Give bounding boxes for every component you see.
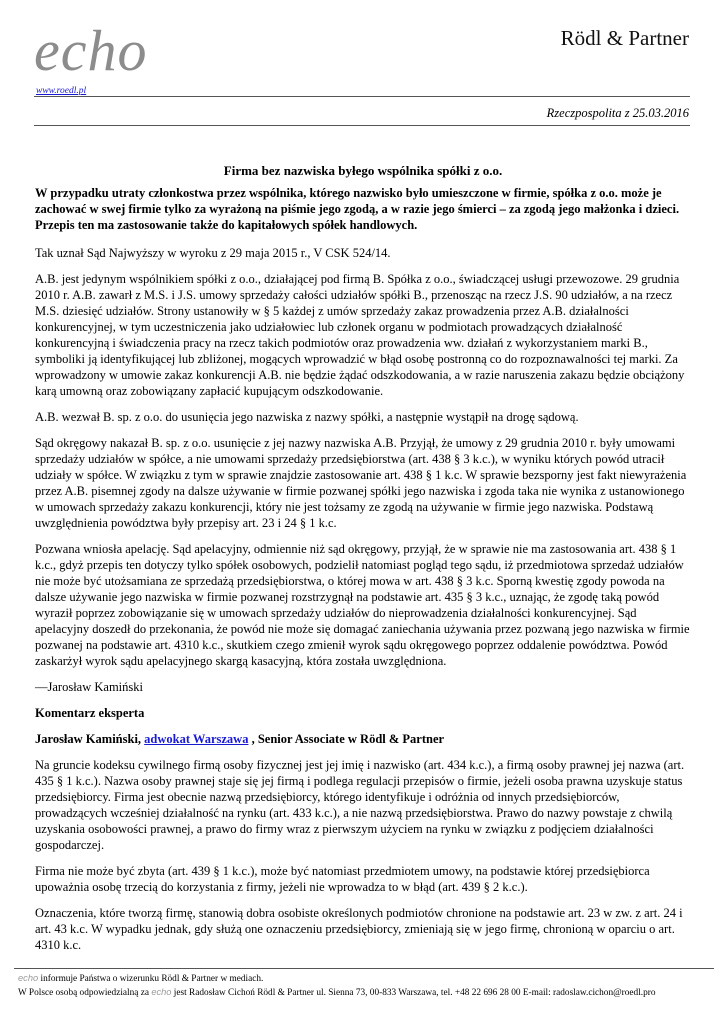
- footer-divider: [14, 968, 714, 969]
- paragraph: Firma nie może być zbyta (art. 439 § 1 k.c.), może być natomiast przedmiotem umowy, na podstawie której przedsiębiorca upoważnia osobę trzecią do korzystania z firmy, jeżeli nie wprowadza to w błąd (art. 439 § 2 k.c.).: [35, 864, 650, 894]
- publication-source: Rzeczpospolita z 25.03.2016: [546, 106, 689, 120]
- comment-heading: Komentarz eksperta: [35, 706, 145, 720]
- expert-link[interactable]: adwokat Warszawa: [144, 732, 249, 746]
- footer-contact: jest Radosław Cichoń Rödl & Partner ul. Sienna 73, 00-833 Warszawa, tel. +48 22 696 28 00 E-mail: radoslaw.cichon@roedl.pro: [171, 988, 656, 998]
- article-title: Firma bez nazwiska byłego wspólnika spółki z o.o.: [223, 163, 503, 178]
- expert-role: , Senior Associate w Rödl & Partner: [251, 732, 445, 746]
- expert-line: [35, 731, 691, 747]
- paragraph: A.B. wezwał B. sp. z o.o. do usunięcia jego nazwiska z nazwy spółki, a następnie wystąpił na drogę sądową.: [35, 410, 579, 424]
- paragraph: Na gruncie kodeksu cywilnego firmą osoby fizycznej jest jej imię i nazwisko (art. 434 k.c.), a firmą osoby prawnej jej nazwa (art. 435 § 1 k.c.). Nazwa osoby prawnej staje się jej firmą i podlega regulacji przepisów o firmie, jeżeli osoba prawna uzyskuje status przedsiębiorcy. Firma jest obecnie nazwą przedsiębiorcy, którego identyfikuje i odróżnia od innych przedsiębiorców, prowadzących wcześniej działalność na rynku (art. 433 k.c.), a nie nazwą przedsiębiorstwa. Prawo do nazwy powstaje z chwilą uzyskania osobowości prawnej, a prawo do firmy wraz z pierwszym użyciem na rynku w związku z podjęciem działalności gospodarczej.: [35, 758, 685, 852]
- article-lead: W przypadku utraty członkostwa przez wspólnika, którego nazwisko było umieszczone w firmie, spółka z o.o. może je zachować w swej firmie tylko za wyrażoną na piśmie jego zgodą, a w razie jego śmierci – za zgodą jego małżonka i dzieci. Przepis ten ma zastosowanie także do kapitałowych spółek handlowych.: [35, 186, 680, 232]
- paragraph: A.B. jest jedynym wspólnikiem spółki z o.o., działającej pod firmą B. Spółka z o.o., świadczącej usługi przewozowe. 29 grudnia 2010 r. A.B. zawarł z M.S. i J.S. umowy sprzedaży całości udziałów spółki B., przenosząc na rzecz J.S. 90 udziałów, a na rzecz M.S. dziesięć udziałów. Strony ustanowiły w § 5 każdej z umów sprzedaży zakaz prowadzenia przez A.B. działalności konkurencyjnej, w tym uczestniczenia jako udziałowiec lub członek organu w podmiotach prowadzących działalność konkurencyjną i świadczenia pracy na rzecz takich podmiotów oraz prowadzenia ww. działań z wykorzystaniem marki B., symboliki ją identyfikującej lub zbliżonej, mogących wprowadzić w błąd osobę postronną co do rozpoznawalności tej marki. Za wprowadzony w umowie zakaz konkurencji A.B. nie będzie żądać odszkodowania, a w razie naruszenia zakazu będzie obciążony karą umowną oraz zobowiązany zapłacić kupującym odszkodowanie.: [35, 272, 685, 398]
- paragraph: Sąd okręgowy nakazał B. sp. z o.o. usunięcie z jej nazwy nazwiska A.B. Przyjął, że umowy z 29 grudnia 2010 r. były umowami sprzedaży udziałów w spółce, a nie umowami sprzedaży przedsiębiorstwa (art. 438 § 3 k.c.), w wyniku których powód utracił udziały w spółce. W związku z tym w sprawie znajdzie zastosowanie art. 438 § 1 k.c. W sprawie bezsporny jest fakt niewyrażenia przez A.B. pisemnej zgody na dalsze używanie w firmie pozwanej spółki jego nazwiska i zgoda taka nie wynika z ustanowionego w umowach sprzedaży zakazu konkurencji, który nie jest tożsamy ze zgodą na używanie w firmie jego nazwiska. Podstawą uwzględnienia powództwa były przepisy art. 23 i 24 § 1 k.c.: [35, 436, 687, 530]
- paragraph: Pozwana wniosła apelację. Sąd apelacyjny, odmiennie niż sąd okręgowy, przyjął, że w sprawie nie ma zastosowania art. 438 § 1 k.c., gdyż przepis ten dotyczy tylko spółek osobowych, podzielił natomiast pogląd tego sądu, iż przedmiotowa sprzedaż udziałów nie może być utożsamiana ze sprzedażą przedsiębiorstwa, o której mowa w art. 438 § 3 k.c. Sporną kwestię zgody powoda na dalsze używanie jego nazwiska w firmie pozwanej rozstrzygnął na podstawie art. 435 § 3 k.c., uznając, że zgodę taką powód wyraził poprzez zobowiązanie się w umowach sprzedaży udziałów do nieprowadzenia działalności konkurencyjnej. Sąd apelacyjny doszedł do przekonania, że powód nie może się domagać zaniechania używania przez pozwaną jego nazwiska w firmie pozwanej na podstawie art. 4310 k.c., skutkiem czego zmienił wyrok sądu okręgowego poprzez oddalenie powództwa. Powód zaskarżył wyrok sądu apelacyjnego skargą kasacyjną, która została uwzględniona.: [35, 542, 690, 668]
- brand-name: Rödl & Partner: [560, 26, 689, 50]
- footer-text: W Polsce osobą odpowiedzialną za: [18, 988, 152, 998]
- header-divider-bottom: [34, 125, 690, 126]
- footer-echo-logo: echo: [151, 987, 172, 997]
- echo-logo: echo: [34, 18, 148, 83]
- expert-name: Jarosław Kamiński,: [35, 732, 142, 746]
- header-divider: [34, 96, 690, 97]
- article-body: [35, 163, 691, 963]
- footer-line-1: [18, 972, 718, 985]
- paragraph: Tak uznał Sąd Najwyższy w wyroku z 29 maja 2015 r., V CSK 524/14.: [35, 246, 391, 260]
- footer-line-2: [18, 986, 718, 999]
- website-link[interactable]: www.roedl.pl: [36, 86, 87, 96]
- footer-echo-logo: echo: [18, 973, 39, 983]
- signature: —Jarosław Kamiński: [35, 680, 143, 694]
- footer-text: informuje Państwa o wizerunku Rödl & Partner w mediach.: [38, 974, 264, 984]
- paragraph: Oznaczenia, które tworzą firmę, stanowią dobra osobiste określonych podmiotów chronione na podstawie art. 23 w zw. z art. 24 i art. 43 k.c. W wypadku jednak, gdy służą one oznaczeniu przedsiębiorcy, zmieniają się w jego firmę, chronioną w oparciu o art. 4310 k.c.: [35, 906, 683, 952]
